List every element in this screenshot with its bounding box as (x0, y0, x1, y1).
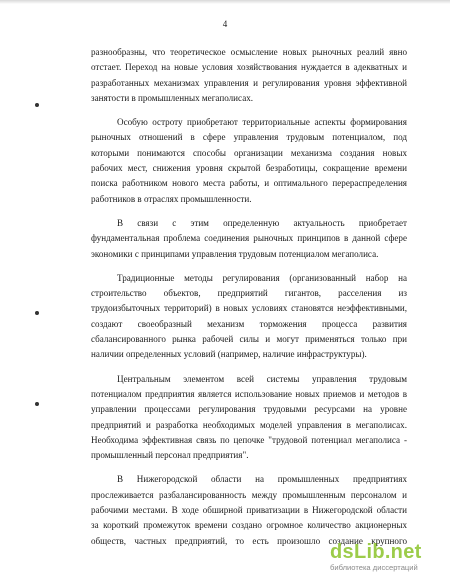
watermark (330, 542, 442, 574)
text-line: Необходима эффективная связь по цепочке "трудовой потенциал мегаполиса - (91, 434, 407, 445)
paragraph (91, 372, 407, 464)
text-line: работников в отраслях промышленности. (91, 193, 252, 204)
page-number: 4 (222, 19, 228, 29)
text-line: за короткий промежуток времени создано огромное количество акционерных (91, 520, 407, 531)
paragraph (91, 472, 407, 548)
text-line: экономики с принципами управления трудовым потенциалом мегаполиса. (91, 248, 379, 259)
margin-mark (35, 103, 39, 107)
text-line: потенциалом предприятия является использование новых приемов и методов в (91, 388, 407, 399)
text-line: промышленный персонал предприятия". (91, 450, 249, 461)
paragraph (91, 115, 407, 207)
margin-mark (35, 402, 39, 406)
text-line: разработанных механизмах управления и регулирования уровня эффективной (91, 77, 407, 88)
paragraph (91, 45, 407, 106)
scan-edge-shadow (0, 0, 450, 4)
text-line: Особую остроту приобретают территориальные аспекты формирования (117, 117, 407, 128)
text-line: рыночных отношений в сфере управления трудовым потенциалом, под (91, 132, 407, 143)
margin-mark (35, 311, 39, 315)
text-line: В связи с этим определенную актуальность приобретает (117, 217, 407, 228)
text-line: занятости в промышленных мегаполисах. (91, 92, 254, 103)
text-line: создают своеобразный механизм торможения процесса развития (91, 318, 407, 329)
text-line: фундаментальная проблема соединения рыночных принципов в данной сфере (91, 233, 407, 244)
paragraph (91, 216, 407, 262)
text-line: наличии определенных условий (например, наличие инфраструктуры). (91, 349, 367, 360)
text-line: прослеживается разбалансированность между промышленным персоналом и (91, 489, 407, 500)
text-line: Центральным элементом всей системы управления трудовым (117, 373, 407, 384)
watermark-logo: dsLib.net (330, 541, 422, 563)
paragraph (91, 271, 407, 363)
text-line: трудоизбыточных территорий) в новых условиях становятся неэффективными, (91, 303, 407, 314)
text-line: предприятий и разработка необходимых моделей управления в мегаполисах. (91, 419, 407, 430)
text-line: рабочих мест, снижения уровня скрытой безработицы, сокращение времени (91, 163, 407, 174)
text-line: поиска работником нового места работы, и оптимального перераспределения (91, 178, 407, 189)
document-body (91, 45, 407, 558)
text-line: рабочими местами. В ходе обширной приватизации в Нижегородской области (91, 505, 407, 516)
text-line: обществ, частных предприятий, то есть произошло создание крупного (91, 535, 407, 546)
text-line: Традиционные методы регулирования (организованный набор на (117, 272, 407, 283)
text-line: отстает. Переход на новые условия хозяйствования нуждается в адекватных и (91, 62, 407, 73)
watermark-caption: библиотека диссертаций (330, 563, 418, 572)
text-line: разнообразны, что теоретическое осмысление новых рыночных реалий явно (91, 47, 407, 57)
text-line: В Нижегородской области на промышленных предприятиях (117, 474, 407, 485)
text-line: которыми понимаются способы организации механизма создания новых (91, 147, 407, 158)
text-line: сбалансированного рынка рабочей силы и могут применяться только при (91, 334, 407, 345)
text-line: управлении процессами регулирования трудовыми ресурсами на уровне (91, 404, 407, 415)
text-line: строительство объектов, предприятий гигантов, расселения из (91, 288, 407, 299)
